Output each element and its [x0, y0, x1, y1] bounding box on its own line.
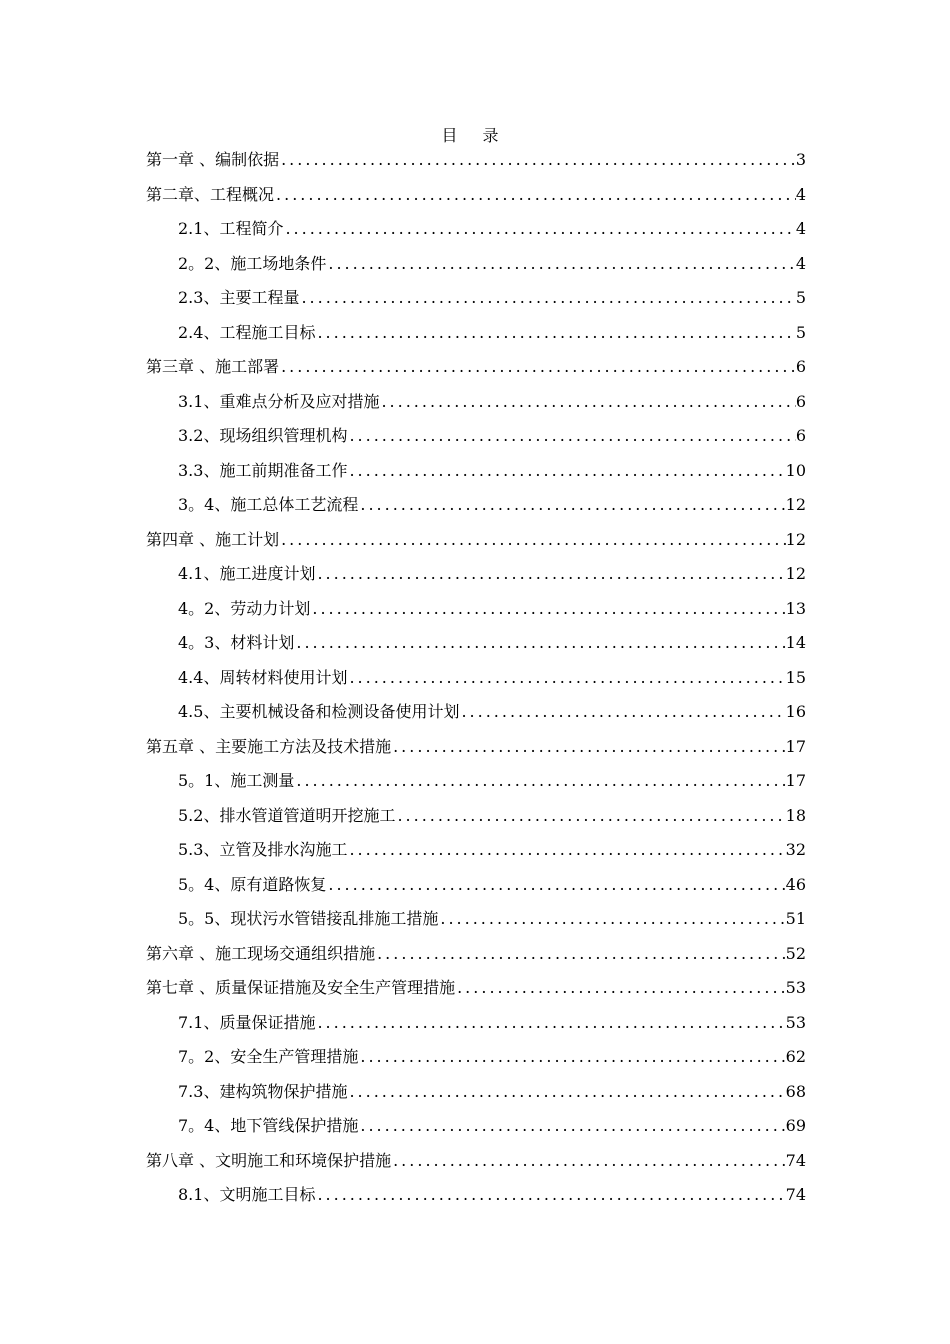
toc-entry-page: 46 [785, 874, 806, 894]
toc-entry[interactable] [146, 183, 806, 218]
toc-dot-leader [326, 873, 785, 897]
toc-entry-page: 12 [785, 495, 806, 514]
toc-entry-label: 8.1、文明施工目标 [178, 1185, 316, 1204]
toc-entry[interactable] [146, 666, 806, 701]
toc-entry-label: 4.5、主要机械设备和检测设备使用计划 [178, 702, 460, 721]
toc-dot-leader [347, 666, 785, 690]
toc-entry-label: 3.2、现场组织管理机构 [178, 426, 348, 445]
toc-entry[interactable] [146, 804, 806, 839]
toc-entry-label: 3.1、重难点分析及应对措施 [178, 391, 380, 411]
toc-entry[interactable] [146, 873, 806, 908]
toc-dot-leader [310, 597, 785, 621]
toc-entry[interactable] [146, 976, 806, 1011]
toc-entry[interactable] [146, 148, 806, 183]
toc-entry[interactable] [146, 493, 806, 528]
toc-entry-label: 2.1、工程简介 [178, 219, 284, 238]
toc-entry-label: 5。4、原有道路恢复 [178, 874, 327, 894]
toc-entry-page: 15 [785, 667, 806, 687]
toc-entry[interactable] [146, 390, 806, 425]
toc-entry-label: 4.1、施工进度计划 [178, 564, 316, 583]
toc-entry-page: 18 [785, 805, 806, 825]
toc-entry-label: 4。3、材料计划 [178, 633, 295, 652]
toc-entry-page: 13 [785, 598, 806, 618]
toc-list [146, 148, 806, 1218]
toc-entry-page: 17 [785, 736, 806, 756]
toc-dot-leader [315, 321, 795, 345]
toc-dot-leader [395, 804, 785, 828]
toc-dot-leader [326, 252, 795, 276]
toc-entry[interactable] [146, 942, 806, 977]
toc-entry[interactable] [146, 1011, 806, 1046]
toc-entry-label: 第八章 、文明施工和环境保护措施 [146, 1150, 392, 1170]
toc-dot-leader [347, 838, 785, 862]
toc-dot-leader [347, 424, 795, 448]
toc-entry[interactable] [146, 1183, 806, 1218]
toc-entry-page: 74 [785, 1150, 806, 1170]
toc-entry[interactable] [146, 562, 806, 597]
toc-entry-page: 52 [785, 943, 806, 963]
toc-dot-leader [299, 286, 795, 310]
toc-entry-page: 17 [785, 771, 806, 790]
toc-entry[interactable] [146, 459, 806, 494]
toc-entry[interactable] [146, 321, 806, 356]
toc-entry-page: 16 [785, 702, 806, 721]
toc-entry-label: 2.3、主要工程量 [178, 288, 300, 307]
toc-entry[interactable] [146, 1045, 806, 1080]
toc-dot-leader [347, 459, 785, 483]
toc-entry-page: 53 [785, 1012, 806, 1032]
toc-entry-label: 2.4、工程施工目标 [178, 322, 316, 342]
toc-entry-label: 5.3、立管及排水沟施工 [178, 840, 348, 859]
toc-entry-page: 62 [785, 1047, 806, 1066]
toc-entry[interactable] [146, 528, 806, 563]
toc-entry[interactable] [146, 355, 806, 390]
toc-entry-page: 10 [785, 460, 806, 480]
toc-dot-leader [379, 390, 795, 414]
toc-entry-page: 3 [795, 150, 806, 169]
toc-entry-label: 3.3、施工前期准备工作 [178, 460, 348, 480]
toc-entry-page: 69 [785, 1116, 806, 1135]
toc-dot-leader [347, 1080, 785, 1104]
toc-dot-leader [279, 355, 796, 379]
toc-entry-label: 5。5、现状污水管错接乱排施工措施 [178, 909, 439, 928]
toc-entry-label: 第五章 、主要施工方法及技术措施 [146, 736, 392, 756]
toc-entry-page: 5 [795, 288, 806, 307]
toc-entry-page: 14 [785, 633, 806, 652]
toc-dot-leader [294, 769, 785, 793]
toc-entry-label: 第七章 、质量保证措施及安全生产管理措施 [146, 978, 456, 997]
toc-dot-leader [283, 217, 795, 241]
toc-entry-label: 第六章 、施工现场交通组织措施 [146, 943, 376, 963]
toc-entry[interactable] [146, 1080, 806, 1115]
toc-entry[interactable] [146, 286, 806, 321]
toc-entry-label: 7。2、安全生产管理措施 [178, 1047, 359, 1066]
toc-entry-label: 第四章 、施工计划 [146, 529, 280, 549]
toc-dot-leader [438, 907, 785, 931]
toc-dot-leader [315, 562, 785, 586]
toc-entry[interactable] [146, 838, 806, 873]
toc-entry-label: 3。4、施工总体工艺流程 [178, 495, 359, 514]
toc-entry-page: 6 [795, 391, 806, 411]
toc-dot-leader [455, 976, 786, 1000]
toc-entry-label: 2。2、施工场地条件 [178, 253, 327, 273]
toc-entry[interactable] [146, 424, 806, 459]
toc-dot-leader [294, 631, 785, 655]
toc-entry[interactable] [146, 769, 806, 804]
toc-entry-label: 第一章 、编制依据 [146, 150, 280, 169]
toc-title: 目 录 [441, 126, 509, 145]
toc-dot-leader [358, 1114, 785, 1138]
toc-entry-page: 12 [785, 529, 806, 549]
toc-entry-label: 7.3、建构筑物保护措施 [178, 1081, 348, 1101]
toc-entry-page: 32 [785, 840, 806, 859]
toc-entry-label: 7.1、质量保证措施 [178, 1012, 316, 1032]
toc-dot-leader [279, 148, 796, 172]
toc-entry[interactable] [146, 252, 806, 287]
toc-dot-leader [358, 493, 785, 517]
toc-entry-page: 4 [795, 184, 806, 204]
toc-entry-page: 6 [795, 426, 806, 445]
toc-entry-page: 51 [785, 909, 806, 928]
toc-entry-page: 53 [785, 978, 806, 997]
toc-dot-leader [315, 1183, 785, 1207]
toc-dot-leader [391, 735, 786, 759]
toc-dot-leader [274, 183, 796, 207]
toc-entry-label: 4.4、周转材料使用计划 [178, 667, 348, 687]
toc-entry-page: 4 [795, 253, 806, 273]
toc-entry[interactable] [146, 735, 806, 770]
toc-dot-leader [391, 1149, 786, 1173]
toc-entry[interactable] [146, 1114, 806, 1149]
toc-entry-page: 68 [785, 1081, 806, 1101]
toc-entry-label: 7。4、地下管线保护措施 [178, 1116, 359, 1135]
toc-entry-label: 4。2、劳动力计划 [178, 598, 311, 618]
toc-dot-leader [279, 528, 786, 552]
toc-entry[interactable] [146, 597, 806, 632]
toc-entry-label: 5。1、施工测量 [178, 771, 295, 790]
toc-entry-page: 4 [795, 219, 806, 238]
toc-entry-label: 5.2、排水管道管道明开挖施工 [178, 805, 396, 825]
toc-entry-label: 第二章、工程概况 [146, 184, 275, 204]
toc-dot-leader [459, 700, 785, 724]
toc-entry[interactable] [146, 700, 806, 735]
toc-entry-label: 第三章 、施工部署 [146, 357, 280, 376]
toc-entry-page: 12 [785, 564, 806, 583]
toc-dot-leader [358, 1045, 785, 1069]
toc-dot-leader [375, 942, 786, 966]
toc-dot-leader [315, 1011, 785, 1035]
toc-entry[interactable] [146, 907, 806, 942]
toc-entry-page: 74 [785, 1185, 806, 1204]
toc-entry[interactable] [146, 1149, 806, 1184]
toc-entry-page: 6 [795, 357, 806, 376]
toc-entry-page: 5 [795, 322, 806, 342]
toc-entry[interactable] [146, 217, 806, 252]
toc-entry[interactable] [146, 631, 806, 666]
